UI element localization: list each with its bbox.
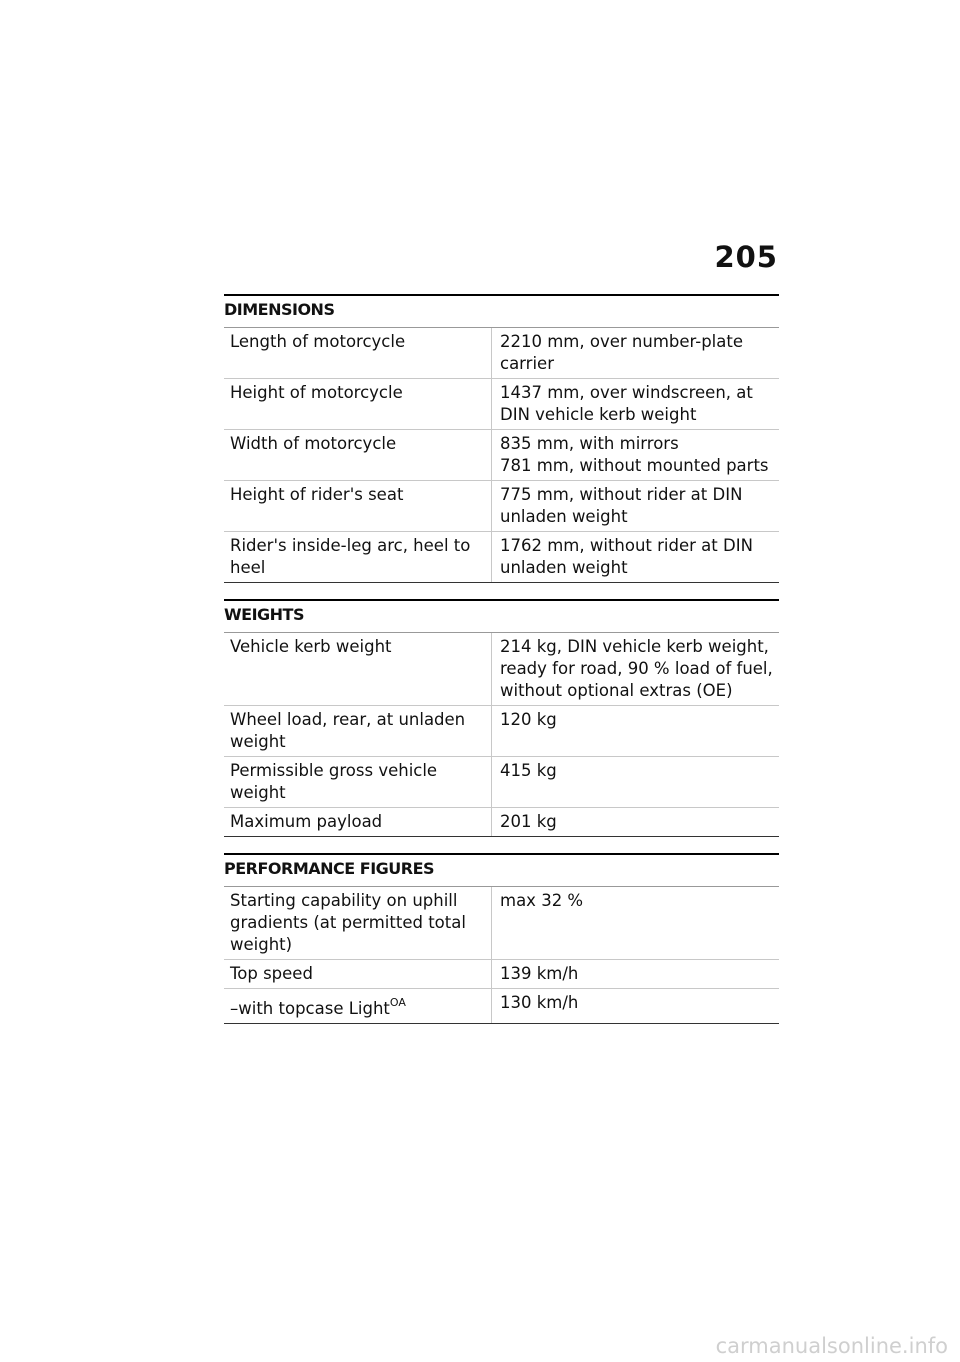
section-title: WEIGHTS xyxy=(224,599,779,633)
table-row xyxy=(224,960,779,989)
value-line: max 32 % xyxy=(500,891,584,910)
value-line: 130 km/h xyxy=(500,993,579,1012)
row-label: Width of motorcycle xyxy=(224,430,492,480)
value-line: 201 kg xyxy=(500,812,557,831)
table-row xyxy=(224,328,779,379)
table-row xyxy=(224,481,779,532)
section-weights xyxy=(224,599,779,837)
value-line: 1762 mm, without rider at DIN unladen weight xyxy=(500,536,753,577)
section-title: PERFORMANCE FIGURES xyxy=(224,853,779,887)
value-line: 1437 mm, over windscreen, at DIN vehicle kerb weight xyxy=(500,383,753,424)
row-label: Rider's inside-leg arc, heel to heel xyxy=(224,532,492,582)
row-value xyxy=(492,960,779,988)
table-row xyxy=(224,532,779,583)
row-label: Starting capability on uphill gradients (at permitted total weight) xyxy=(224,887,492,959)
optional-accessory-marker: OA xyxy=(389,996,406,1009)
row-label: Vehicle kerb weight xyxy=(224,633,492,705)
row-label: Top speed xyxy=(224,960,492,988)
row-value xyxy=(492,633,779,705)
row-value xyxy=(492,379,779,429)
row-value xyxy=(492,808,779,836)
value-line: 2210 mm, over number-plate carrier xyxy=(500,332,743,373)
table-row xyxy=(224,706,779,757)
section-performance xyxy=(224,853,779,1024)
row-value xyxy=(492,757,779,807)
row-label xyxy=(224,989,492,1023)
watermark-footer: carmanualsonline.info xyxy=(715,1334,948,1358)
page-number: 205 xyxy=(714,240,778,274)
table-row xyxy=(224,808,779,837)
row-value xyxy=(492,887,779,959)
table-row xyxy=(224,989,779,1024)
row-value xyxy=(492,989,779,1023)
value-line: 214 kg, DIN vehicle kerb weight, ready for road, 90 % load of fuel, without optional extras (OE) xyxy=(500,637,773,700)
row-label: Wheel load, rear, at unladen weight xyxy=(224,706,492,756)
table-row xyxy=(224,633,779,706)
row-value xyxy=(492,532,779,582)
value-line: 120 kg xyxy=(500,710,557,729)
row-label: Height of rider's seat xyxy=(224,481,492,531)
section-dimensions xyxy=(224,294,779,583)
label-text: –with topcase Light xyxy=(230,999,390,1018)
row-value xyxy=(492,430,779,480)
row-value xyxy=(492,706,779,756)
row-label: Maximum payload xyxy=(224,808,492,836)
row-value xyxy=(492,481,779,531)
value-line: 415 kg xyxy=(500,761,557,780)
value-line: 775 mm, without rider at DIN unladen weight xyxy=(500,485,743,526)
section-title: DIMENSIONS xyxy=(224,294,779,328)
table-row xyxy=(224,379,779,430)
row-label: Length of motorcycle xyxy=(224,328,492,378)
row-label: Permissible gross vehicle weight xyxy=(224,757,492,807)
value-line: 835 mm, with mirrors xyxy=(500,434,679,453)
table-row xyxy=(224,757,779,808)
spec-content xyxy=(224,294,779,1040)
table-row xyxy=(224,430,779,481)
row-value xyxy=(492,328,779,378)
row-label: Height of motorcycle xyxy=(224,379,492,429)
table-row xyxy=(224,887,779,960)
value-line: 139 km/h xyxy=(500,964,579,983)
value-line: 781 mm, without mounted parts xyxy=(500,456,769,475)
